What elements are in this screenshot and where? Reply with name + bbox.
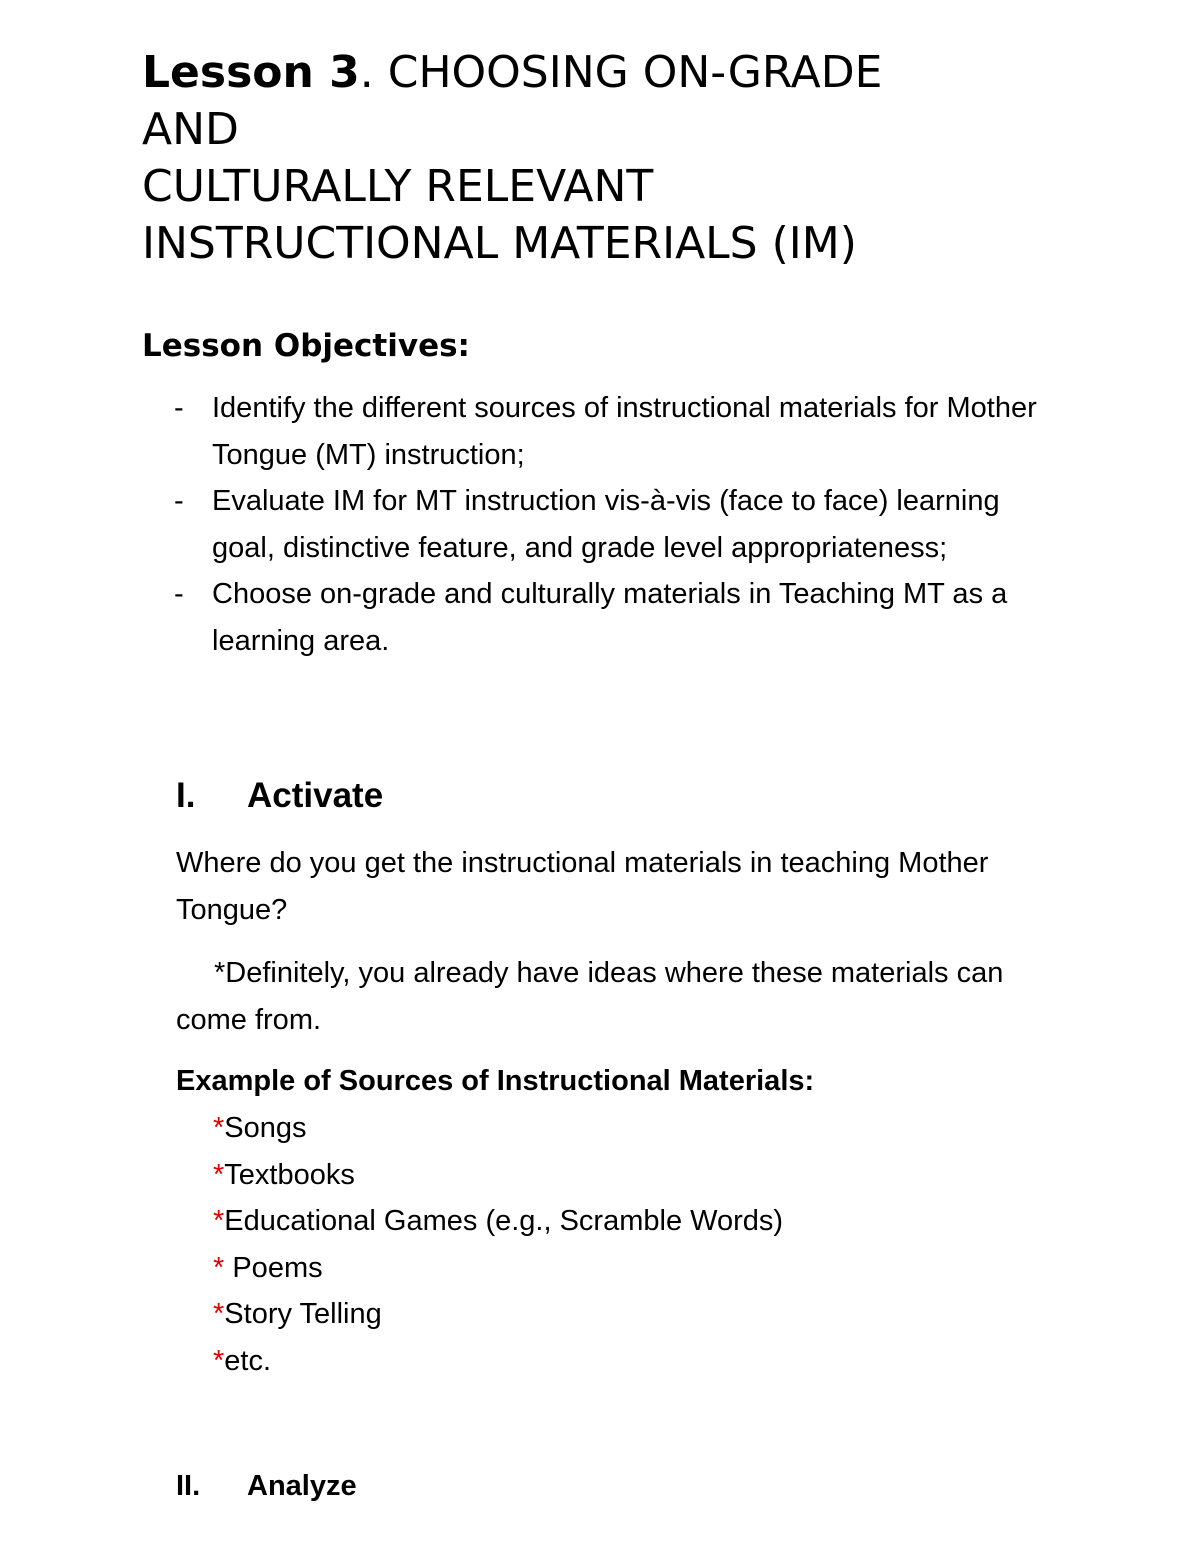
example-item [213, 1152, 783, 1199]
examples-list [213, 1105, 783, 1384]
title-line-1-rest: . CHOOSING ON-GRADE [359, 47, 883, 98]
section-title: Activate [247, 776, 384, 815]
section-heading-analyze [176, 1466, 357, 1506]
objectives-heading: Lesson Objectives: [142, 328, 470, 364]
bullet-dash: - [174, 485, 184, 517]
title-line-4: INSTRUCTIONAL MATERIALS (IM) [142, 218, 857, 269]
example-text: etc. [224, 1344, 272, 1377]
example-text: Textbooks [224, 1158, 355, 1191]
examples-heading: Example of Sources of Instructional Materials: [176, 1065, 815, 1097]
objective-item [142, 478, 1062, 571]
bullet-dash: - [174, 578, 184, 610]
asterisk-marker: * [213, 1251, 233, 1284]
title-line-2: AND [142, 104, 239, 155]
example-item [213, 1198, 783, 1245]
objective-text: Identify the different sources of instructional materials for Mother Tongue (MT) instruction; [212, 392, 1037, 471]
asterisk-marker: * [213, 1298, 225, 1330]
objective-item [142, 385, 1062, 478]
lesson-title [142, 44, 1102, 272]
title-line-3: CULTURALLY RELEVANT [142, 161, 654, 212]
example-item [213, 1105, 783, 1152]
asterisk-marker: * [213, 1205, 225, 1237]
example-text: Story Telling [224, 1298, 382, 1330]
objective-text: Choose on-grade and culturally materials in Teaching MT as a learning area. [212, 578, 1008, 657]
example-text: Educational Games (e.g., Scramble Words) [224, 1205, 784, 1237]
asterisk-marker: * [213, 1158, 225, 1191]
example-text: Poems [232, 1251, 323, 1284]
example-item [213, 1338, 783, 1385]
bullet-dash: - [174, 392, 184, 424]
example-text: Songs [224, 1112, 307, 1144]
example-item [213, 1291, 783, 1338]
section-numeral: I. [176, 776, 196, 815]
asterisk-marker: * [213, 1344, 225, 1377]
activate-question: Where do you get the instructional materials in teaching Mother Tongue? [176, 847, 989, 926]
example-item [213, 1245, 783, 1292]
activate-note: *Definitely, you already have ideas where these materials can come from. [176, 957, 1004, 1036]
title-line-1 [142, 44, 1102, 101]
asterisk-marker: * [213, 1112, 225, 1144]
lesson-number: Lesson 3 [142, 47, 360, 98]
objectives-list [142, 385, 1062, 664]
objective-text: Evaluate IM for MT instruction vis-à-vis (face to face) learning goal, distinctive feature, and grade level appropriateness; [212, 485, 1000, 564]
section-heading-activate [176, 773, 383, 819]
section-numeral: II. [176, 1470, 201, 1502]
objective-item [142, 571, 1062, 664]
section-title: Analyze [247, 1470, 357, 1502]
